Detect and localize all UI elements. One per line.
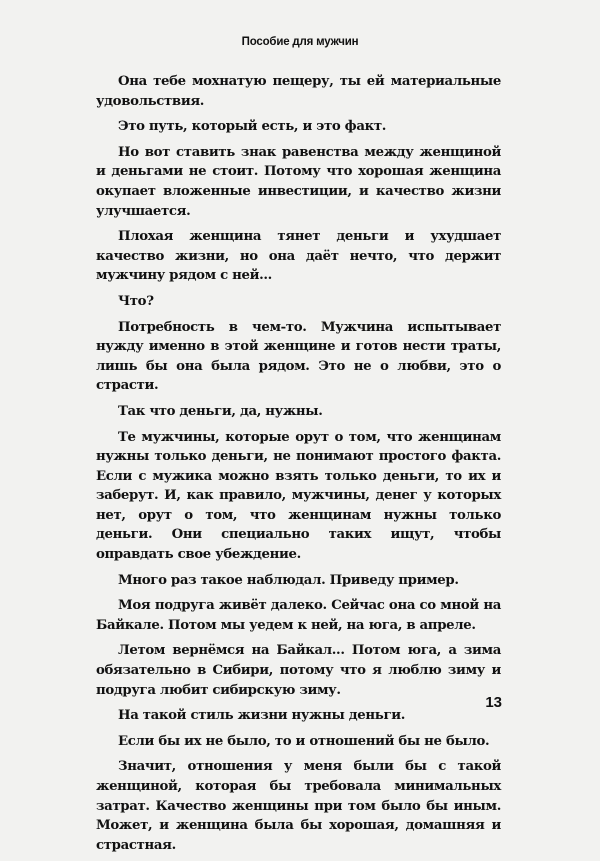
paragraph: Значит, отношения у меня были бы с такой женщиной, которая бы требовала минимальных затрат. Качество женщины при том было бы иным. Может, и женщина была бы хорошая, домашняя и страстная.: [96, 759, 501, 853]
body-text: [96, 72, 501, 861]
paragraph: На такой стиль жизни нужны деньги.: [118, 708, 406, 724]
paragraph: Те мужчины, которые орут о том, что женщинам нужны только деньги, не понимают простого факта. Если с мужика можно взять только деньги, то их и заберут. И, как правило, мужчины, денег у которых нет, орут о том, что женщинам нужны только деньги. Они специально таких ищут, чтобы оправдать свое убеждение.: [96, 429, 501, 563]
running-header: Пособие для мужчин: [241, 36, 359, 48]
paragraph: Если бы их не было, то и отношений бы не было.: [118, 733, 490, 749]
paragraph: Так что деньги, да, нужны.: [118, 403, 323, 419]
paragraph: Это путь, который есть, и это факт.: [118, 119, 387, 135]
paragraph: Но вот ставить знак равенства между женщиной и деньгами не стоит. Потому что хорошая женщина окупает вложенные инвестиции, и качество жизни улучшается.: [96, 144, 501, 219]
paragraph: Потребность в чем-то. Мужчина испытывает нужду именно в этой женщине и готов нести траты, лишь бы она была рядом. Это не о любви, это о страсти.: [96, 319, 501, 394]
page-number: 13: [485, 694, 502, 711]
paragraph: Летом вернёмся на Байкал... Потом юга, а зима обязательно в Сибири, потому что я люблю зиму и подруга любит сибирскую зиму.: [96, 643, 501, 698]
paragraph: Она тебе мохнатую пещеру, ты ей материальные удовольствия.: [96, 74, 501, 109]
paragraph: Плохая женщина тянет деньги и ухудшает качество жизни, но она даёт нечто, что держит мужчину рядом с ней...: [96, 229, 501, 284]
paragraph: Что?: [118, 293, 154, 309]
paragraph: Много раз такое наблюдал. Приведу пример.: [118, 572, 459, 588]
paragraph: Моя подруга живёт далеко. Сейчас она со мной на Байкале. Потом мы уедем к ней, на юга, в апреле.: [96, 598, 501, 633]
